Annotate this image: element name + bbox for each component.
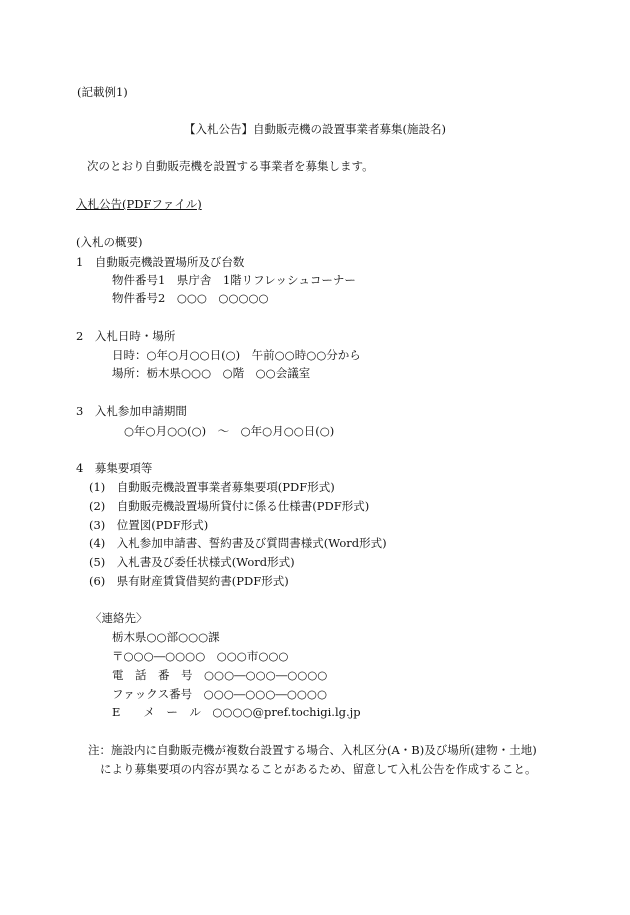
- document-link-item[interactable]: (2) 自動販売機設置場所貸付に係る仕様書(PDF形式): [89, 499, 370, 513]
- intro-text: 次のとおり自動販売機を設置する事業者を募集します。: [87, 159, 374, 173]
- contact-line: ファックス番号 ○○○―○○○―○○○○: [112, 687, 327, 701]
- section-1-heading: 1 自動販売機設置場所及び台数: [76, 255, 245, 269]
- contact-heading: 〈連絡先〉: [90, 611, 148, 625]
- contact-line: E メ ー ル ○○○○@pref.tochigi.lg.jp: [112, 705, 361, 719]
- page-title: 【入札公告】自動販売機の設置事業者募集(施設名): [184, 122, 446, 136]
- contact-line: 栃木県○○部○○○課: [112, 630, 220, 644]
- document-link-item[interactable]: (6) 県有財産賃貸借契約書(PDF形式): [89, 574, 289, 588]
- contact-line: 〒○○○―○○○○ ○○○市○○○: [112, 649, 289, 663]
- document-link-item[interactable]: (4) 入札参加申請書、誓約書及び質問書様式(Word形式): [89, 536, 387, 550]
- document-link-item[interactable]: (5) 入札書及び委任状様式(Word形式): [89, 555, 295, 569]
- note-line: により募集要項の内容が異なることがあるため、留意して入札公告を作成すること。: [100, 762, 537, 776]
- section-2-heading: 2 入札日時・場所: [76, 329, 176, 343]
- document-link-item[interactable]: (1) 自動販売機設置事業者募集要項(PDF形式): [89, 480, 335, 494]
- section-3-period: ○年○月○○(○) ～ ○年○月○○日(○): [124, 424, 335, 438]
- section-4-heading: 4 募集要項等: [76, 461, 153, 475]
- section-1-item: 物件番号2 ○○○ ○○○○○: [112, 291, 269, 305]
- note-line: 注：施設内に自動販売機が複数台設置する場合、入札区分(A・B)及び場所(建物・土地): [88, 743, 537, 757]
- document-link-item[interactable]: (3) 位置図(PDF形式): [89, 518, 209, 532]
- section-1-item: 物件番号1 県庁舎 1階リフレッシュコーナー: [112, 273, 356, 287]
- notice-pdf-link[interactable]: 入札公告(PDFファイル): [76, 197, 202, 211]
- contact-line: 電 話 番 号 ○○○―○○○―○○○○: [112, 668, 328, 682]
- section-2-item: 日時：○年○月○○日(○) 午前○○時○○分から: [112, 348, 361, 362]
- section-2-item: 場所：栃木県○○○ ○階 ○○会議室: [112, 366, 311, 380]
- section-3-heading: 3 入札参加申請期間: [76, 404, 187, 418]
- example-label: (記載例1): [77, 85, 128, 99]
- overview-heading: (入札の概要): [76, 235, 143, 249]
